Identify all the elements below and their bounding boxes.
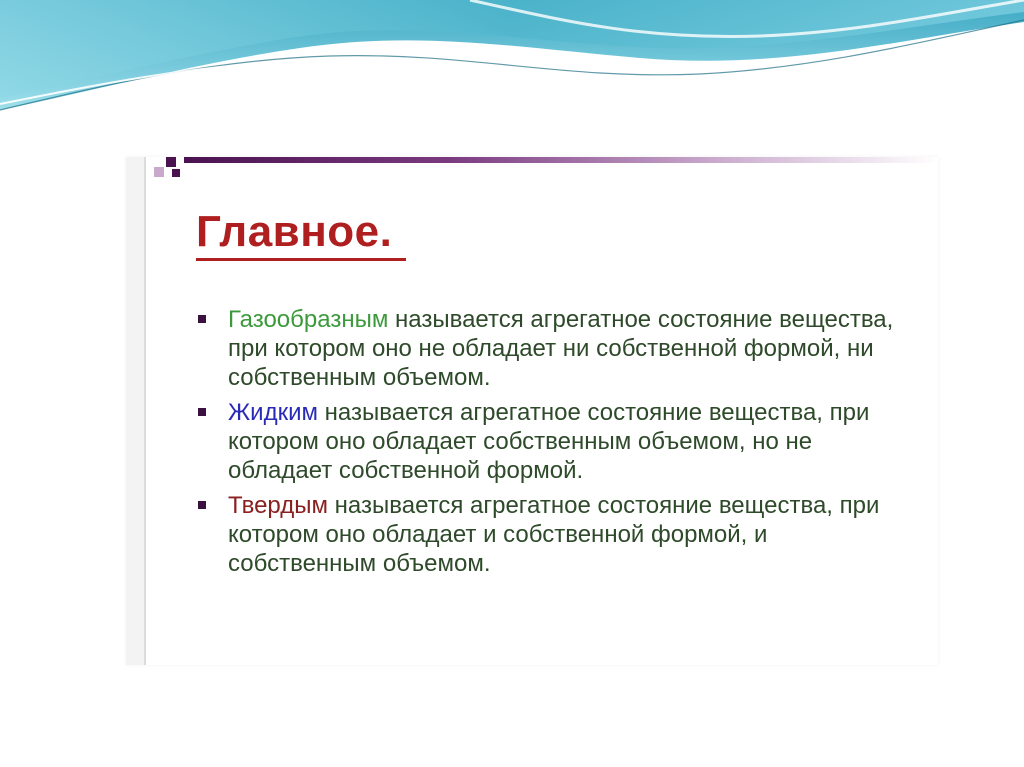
slide-panel [126, 157, 938, 665]
list-item-gas [196, 305, 896, 392]
corner-square-small [172, 169, 180, 177]
corner-square-purple [166, 157, 176, 167]
term-solid: Твердым [228, 492, 328, 519]
definition-liquid: называется агрегатное состояние вещества, при котором оно обладает собственным объемом, но не обладает собственной формой. [228, 399, 870, 484]
title-accent-bar [184, 157, 938, 163]
bullet-square-icon [198, 408, 206, 416]
slide-title: Главное. [196, 207, 393, 256]
list-item-solid [196, 491, 896, 578]
term-gas: Газообразным [228, 306, 389, 333]
definition-gas: называется агрегатное состояние вещества, при котором оно не обладает ни собственной формой, ни собственным объемом. [228, 306, 894, 391]
corner-square-light [154, 167, 164, 177]
list-item-liquid [196, 398, 896, 485]
slide-left-divider [144, 157, 146, 665]
definition-solid: называется агрегатное состояние вещества, при котором оно обладает и собственной формой, и собственным объемом. [228, 492, 880, 577]
bullet-square-icon [198, 501, 206, 509]
decorative-wave-header [0, 0, 1024, 130]
term-liquid: Жидким [228, 399, 318, 426]
bullet-square-icon [198, 315, 206, 323]
title-underline [196, 258, 406, 261]
slide-left-border [126, 157, 144, 665]
definition-list [196, 305, 896, 584]
